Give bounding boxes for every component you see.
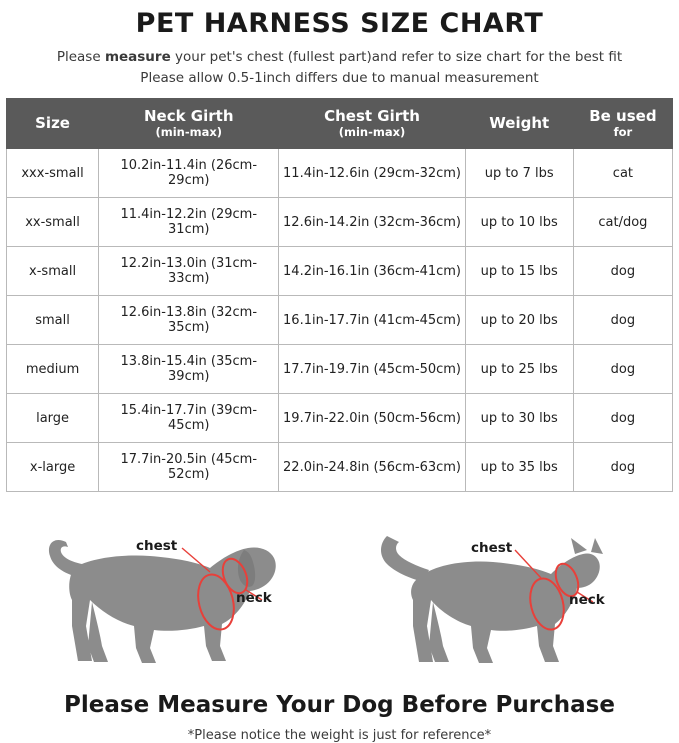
table-row	[7, 394, 673, 443]
cell-chest: 11.4in-12.6in (29cm-32cm)	[279, 149, 465, 198]
column-header-chest-girth	[279, 99, 465, 149]
cell-chest: 14.2in-16.1in (36cm-41cm)	[279, 247, 465, 296]
column-header-chest-girth-label: Chest Girth	[324, 107, 420, 125]
subtitle-emphasis-measure: measure	[104, 49, 171, 65]
cell-chest: 16.1in-17.7in (41cm-45cm)	[279, 296, 465, 345]
cell-size: x-large	[7, 443, 99, 492]
table-row	[7, 149, 673, 198]
table-row	[7, 296, 673, 345]
cat-chest-label: chest	[471, 540, 513, 557]
dog-figure	[30, 506, 320, 690]
cell-weight: up to 20 lbs	[465, 296, 573, 345]
cell-neck: 11.4in-12.2in (29cm-31cm)	[99, 198, 279, 247]
table-row	[7, 345, 673, 394]
cell-size: small	[7, 296, 99, 345]
cat-silhouette-icon	[375, 506, 655, 686]
cell-weight: up to 25 lbs	[465, 345, 573, 394]
subtitle-line-1	[0, 49, 679, 65]
cell-use: dog	[573, 247, 672, 296]
cell-weight: up to 35 lbs	[465, 443, 573, 492]
table-row	[7, 247, 673, 296]
column-header-be-used-for-sub: for	[613, 125, 633, 140]
table-header	[7, 99, 673, 149]
cat-neck-label: neck	[569, 592, 605, 609]
cell-neck: 10.2in-11.4in (26cm-29cm)	[99, 149, 279, 198]
column-header-chest-girth-sub: (min-max)	[338, 125, 406, 140]
illustrations	[0, 506, 679, 686]
column-header-weight-label: Weight	[489, 114, 550, 133]
page-title: PET HARNESS SIZE CHART	[135, 8, 544, 39]
table-header-row	[7, 99, 673, 149]
subtitle-part-a: Please	[56, 49, 105, 65]
cell-size: large	[7, 394, 99, 443]
cell-size: x-small	[7, 247, 99, 296]
cell-neck: 13.8in-15.4in (35cm-39cm)	[99, 345, 279, 394]
cell-neck: 12.2in-13.0in (31cm-33cm)	[99, 247, 279, 296]
column-header-neck-girth-label: Neck Girth	[143, 107, 234, 125]
cell-size: xx-small	[7, 198, 99, 247]
cell-chest: 22.0in-24.8in (56cm-63cm)	[279, 443, 465, 492]
cell-size: medium	[7, 345, 99, 394]
column-header-be-used-for-label: Be used	[589, 107, 657, 125]
table-row	[7, 443, 673, 492]
cell-weight: up to 7 lbs	[465, 149, 573, 198]
dog-chest-label: chest	[136, 538, 178, 555]
table-row	[7, 198, 673, 247]
cell-neck: 17.7in-20.5in (45cm-52cm)	[99, 443, 279, 492]
cell-chest: 19.7in-22.0in (50cm-56cm)	[279, 394, 465, 443]
footer-title: Please Measure Your Dog Before Purchase	[64, 692, 615, 719]
column-header-neck-girth	[99, 99, 279, 149]
cell-weight: up to 15 lbs	[465, 247, 573, 296]
dog-neck-label: neck	[236, 590, 272, 607]
cell-size: xxx-small	[7, 149, 99, 198]
cell-neck: 12.6in-13.8in (32cm-35cm)	[99, 296, 279, 345]
cell-use: dog	[573, 345, 672, 394]
subtitle-line-2: Please allow 0.5-1inch differs due to manual measurement	[140, 70, 539, 86]
size-chart-table	[6, 98, 673, 492]
cell-use: dog	[573, 394, 672, 443]
cell-chest: 17.7in-19.7in (45cm-50cm)	[279, 345, 465, 394]
cell-use: cat/dog	[573, 198, 672, 247]
column-header-be-used-for	[573, 99, 672, 149]
column-header-size-label: Size	[35, 114, 70, 133]
size-chart-page	[0, 8, 679, 743]
subtitle-part-c: your pet's chest (fullest part)and refer to size chart for the best fit	[170, 49, 623, 65]
cell-use: dog	[573, 443, 672, 492]
cell-weight: up to 10 lbs	[465, 198, 573, 247]
cell-chest: 12.6in-14.2in (32cm-36cm)	[279, 198, 465, 247]
footer-note: *Please notice the weight is just for reference*	[187, 728, 492, 743]
cat-figure	[375, 506, 655, 690]
column-header-neck-girth-sub: (min-max)	[155, 125, 223, 140]
size-table-wrapper	[6, 98, 673, 492]
cell-neck: 15.4in-17.7in (39cm-45cm)	[99, 394, 279, 443]
cell-use: cat	[573, 149, 672, 198]
cell-weight: up to 30 lbs	[465, 394, 573, 443]
column-header-weight	[465, 99, 573, 149]
cell-use: dog	[573, 296, 672, 345]
table-body	[7, 149, 673, 492]
column-header-size	[7, 99, 99, 149]
dog-silhouette-icon	[30, 506, 320, 686]
